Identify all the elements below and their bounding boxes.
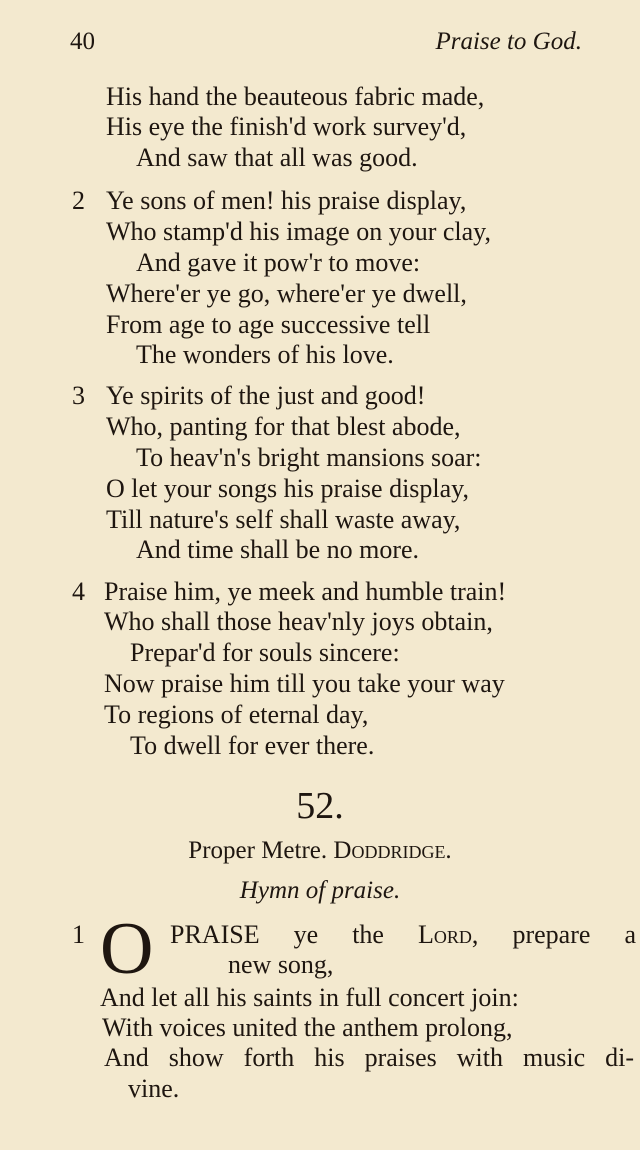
- meter-line: [0, 836, 640, 866]
- verse-line: And time shall be no more.: [136, 535, 420, 564]
- page-number: 40: [70, 28, 95, 55]
- first-line-start: PRAISE ye the: [170, 920, 384, 949]
- meter-name: Proper Metre.: [188, 837, 328, 864]
- verse-line: Who stamp'd his image on your clay,: [106, 217, 491, 246]
- verse-line: Where'er ye go, where'er ye dwell,: [106, 279, 467, 308]
- verse-line: His hand the beauteous fabric made,: [106, 82, 485, 111]
- verse-line: vine.: [128, 1074, 180, 1103]
- verse-line: From age to age successive tell: [106, 310, 431, 339]
- hymn-subtitle: Hymn of praise.: [239, 877, 401, 904]
- verse-line: To heav'n's bright mansions soar:: [136, 443, 482, 472]
- verse-line: To dwell for ever there.: [130, 731, 375, 760]
- verse-line: And gave it pow'r to move:: [136, 248, 421, 277]
- page-header: [70, 28, 582, 60]
- verse-line: Prepar'd for souls sincere:: [130, 638, 400, 667]
- stanza-number: 2: [72, 186, 85, 215]
- running-title: Praise to God.: [435, 28, 582, 55]
- author-name: Doddridge.: [333, 837, 452, 864]
- verse-line: Now praise him till you take your way: [104, 669, 505, 698]
- first-line-lord: Lord,: [418, 920, 479, 949]
- drop-cap: O: [100, 908, 154, 990]
- verse-line: And saw that all was good.: [136, 143, 418, 172]
- verse-line: With voices united the anthem prolong,: [102, 1013, 513, 1042]
- stanza-number: 4: [72, 577, 85, 606]
- verse-line: [170, 920, 636, 950]
- hymn-number: 52.: [296, 785, 344, 827]
- verse-line: Praise him, ye meek and humble train!: [104, 577, 507, 606]
- verse-line: And show forth his praises with music di-: [104, 1043, 634, 1072]
- verse-line: Ye spirits of the just and good!: [106, 381, 426, 410]
- verse-line: Till nature's self shall waste away,: [106, 505, 461, 534]
- stanza-number: 3: [72, 381, 85, 410]
- verse-line: Who, panting for that blest abode,: [106, 412, 461, 441]
- verse-line: new song,: [228, 950, 334, 979]
- verse-line: To regions of eternal day,: [104, 700, 369, 729]
- verse-line: His eye the finish'd work survey'd,: [106, 112, 467, 141]
- verse-line: Ye sons of men! his praise display,: [106, 186, 467, 215]
- verse-line: The wonders of his love.: [136, 340, 394, 369]
- stanza-number: 1: [72, 920, 85, 949]
- verse-line: And let all his saints in full concert join:: [100, 983, 519, 1012]
- first-line-end: prepare a: [512, 920, 636, 949]
- verse-line: O let your songs his praise display,: [106, 474, 469, 503]
- verse-line: Who shall those heav'nly joys obtain,: [104, 607, 493, 636]
